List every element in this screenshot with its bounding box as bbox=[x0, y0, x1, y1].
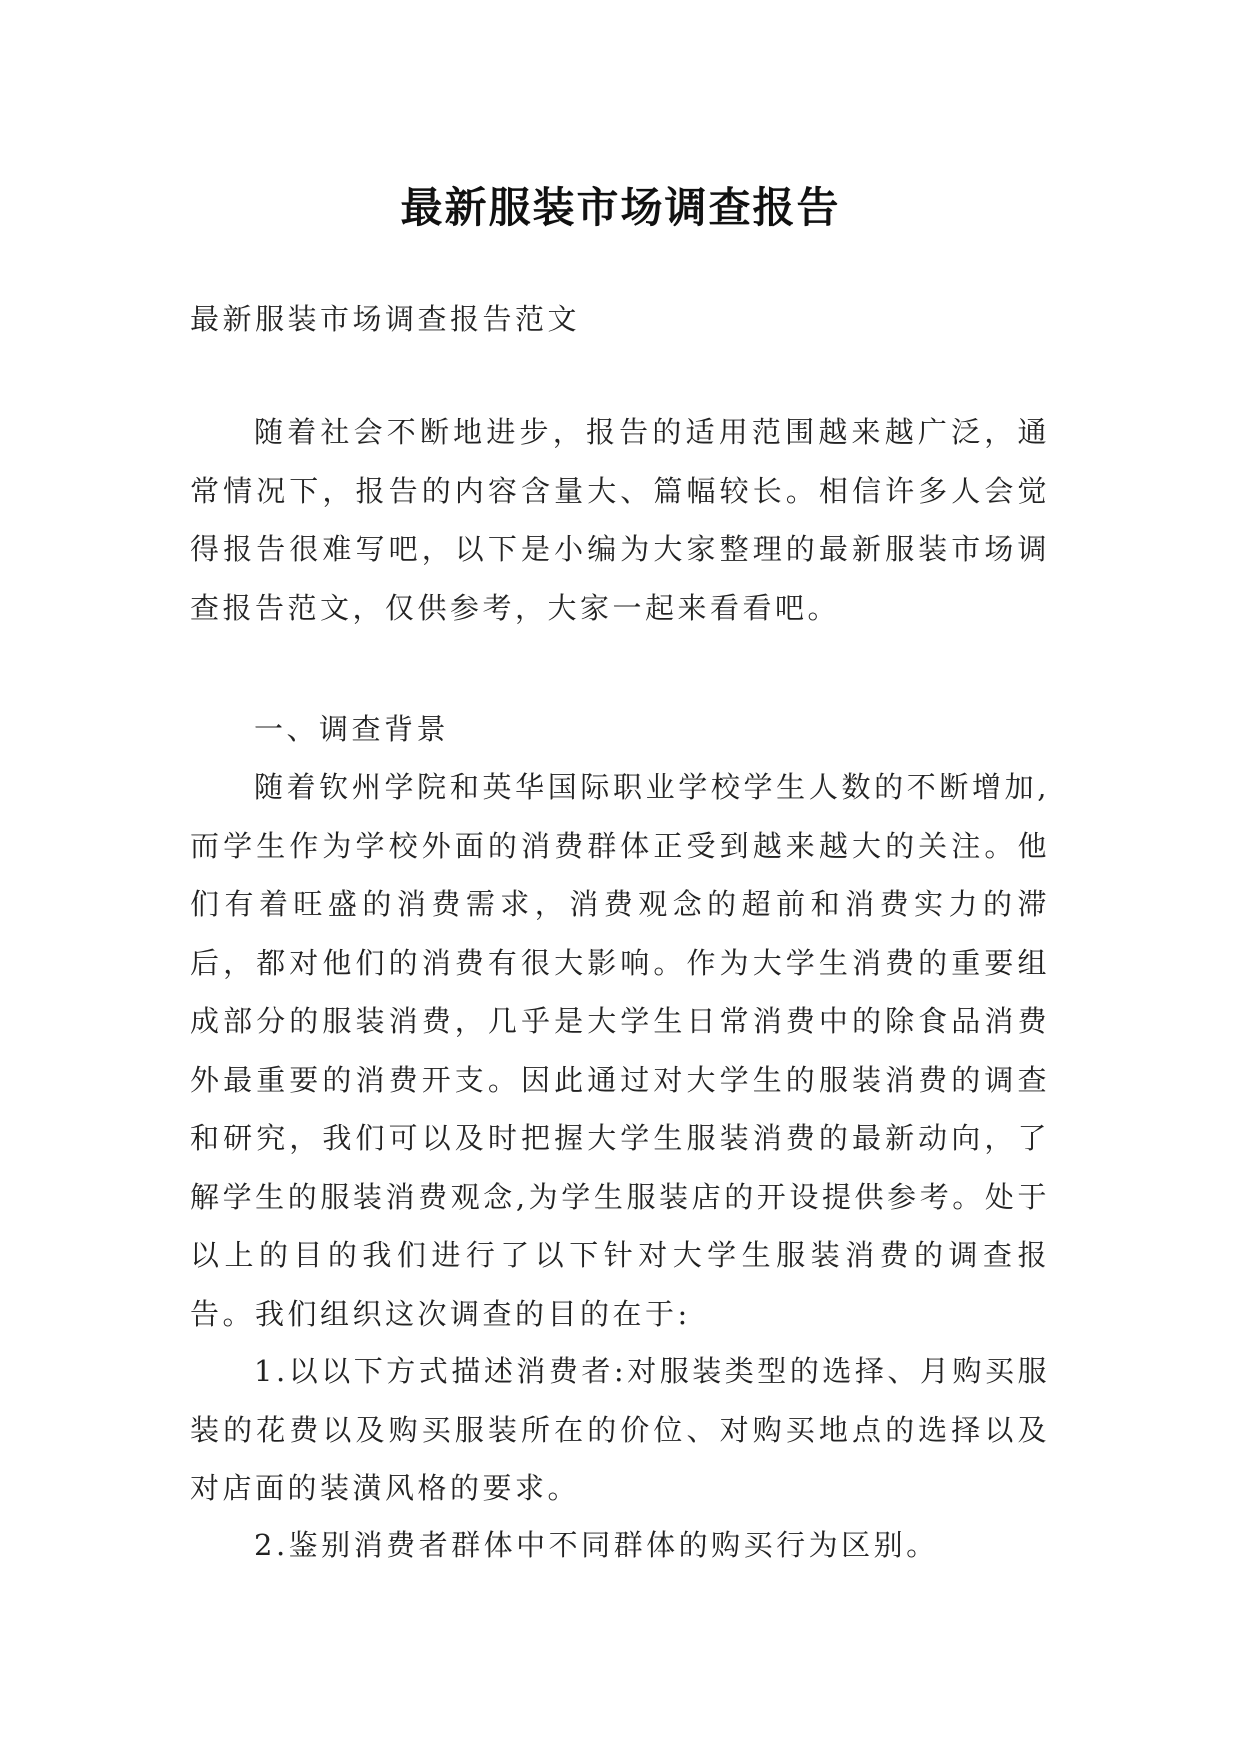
section-heading: 一、调查背景 bbox=[254, 712, 450, 746]
list-item: 2.鉴别消费者群体中不同群体的购买行为区别。 bbox=[254, 1528, 939, 1562]
document-title: 最新服装市场调查报告 bbox=[400, 183, 841, 233]
background-paragraph: 随着钦州学院和英华国际职业学校学生人数的不断增加,而学生作为学校外面的消费群体正受到越来越大的关注。他们有着旺盛的消费需求，消费观念的超前和消费实力的滞后，都对他们的消费有很大影响。作为大学生消费的重要组成部分的服装消费，几乎是大学生日常消费中的除食品消费外最重要的消费开支。因此通过对大学生的服装消费的调查和研究，我们可以及时把握大学生服装消费的最新动向，了解学生的服装消费观念,为学生服装店的开设提供参考。处于以上的目的我们进行了以下针对大学生服装消费的调查报告。我们组织这次调查的目的在于: bbox=[190, 770, 1050, 1331]
intro-paragraph: 随着社会不断地进步，报告的适用范围越来越广泛，通常情况下，报告的内容含量大、篇幅较长。相信许多人会觉得报告很难写吧，以下是小编为大家整理的最新服装市场调查报告范文，仅供参考，大家一起来看看吧。 bbox=[190, 415, 1050, 625]
document-subtitle: 最新服装市场调查报告范文 bbox=[190, 302, 581, 336]
list-item: 1.以以下方式描述消费者:对服装类型的选择、月购买服装的花费以及购买服装所在的价位、对购买地点的选择以及对店面的装潢风格的要求。 bbox=[190, 1354, 1050, 1505]
